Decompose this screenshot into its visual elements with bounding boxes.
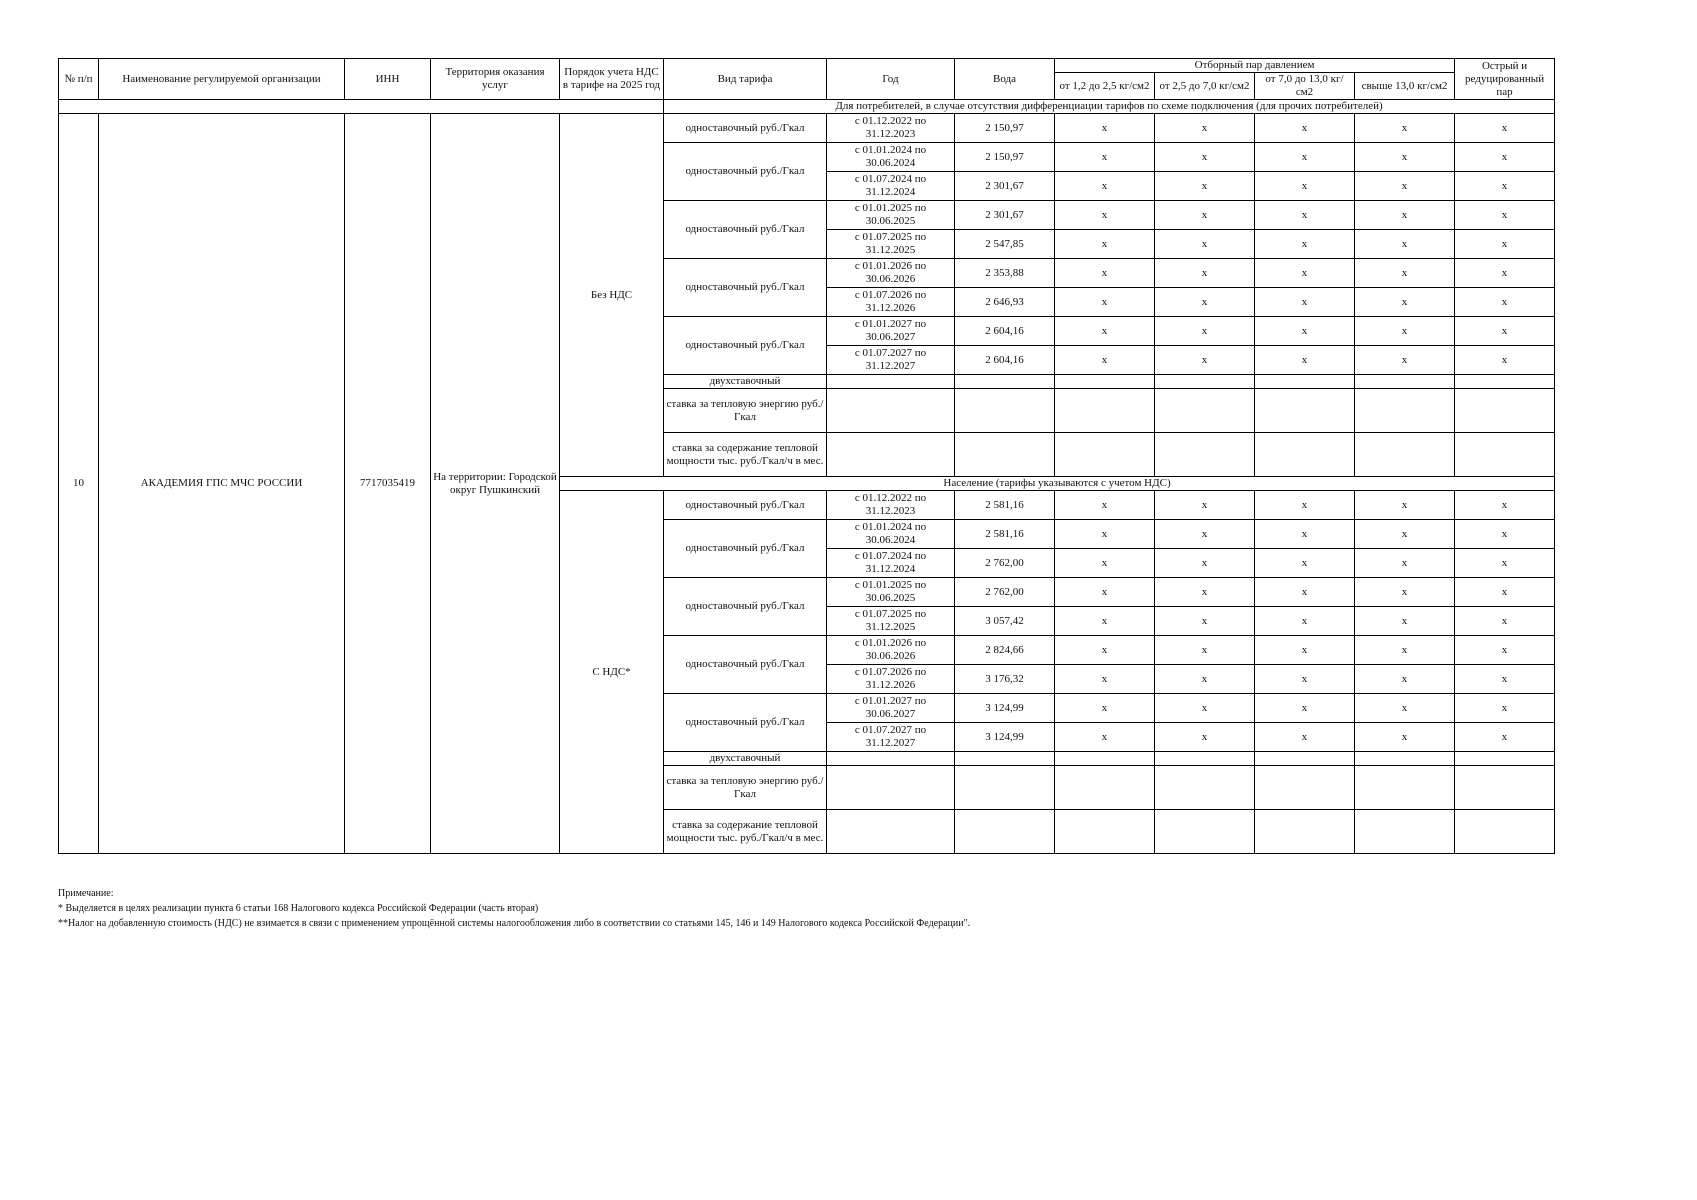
steam-x-cell: x [1155,317,1255,346]
steam-x-cell: x [1155,549,1255,578]
steam-x-cell: x [1255,665,1355,694]
org-inn: 7717035419 [345,114,431,854]
header-pressure-2: от 2,5 до 7,0 кг/см2 [1155,73,1255,100]
empty-cell [955,389,1055,433]
steam-x-cell: x [1255,114,1355,143]
period-cell: с 01.01.2027 по 30.06.2027 [827,694,955,723]
org-territory: На территории: Городской округ Пушкинский [431,114,560,854]
empty-cell [1055,389,1155,433]
tariff-type-single-rate: одноставочный руб./Гкал [664,491,827,520]
empty-cell [1155,752,1255,766]
steam-x-cell: x [1255,549,1355,578]
vat-order-cell: Без НДС [560,114,664,477]
period-cell: с 01.01.2026 по 30.06.2026 [827,259,955,288]
empty-cell [1255,389,1355,433]
steam-x-cell: x [1055,346,1155,375]
tariff-sheet [58,58,1555,854]
steam-x-cell: x [1055,549,1155,578]
steam-x-cell: x [1255,636,1355,665]
empty-cell [1455,375,1555,389]
period-cell: с 01.12.2022 по 31.12.2023 [827,491,955,520]
tariff-type-energy-rate: ставка за тепловую энергию руб./Гкал [664,766,827,810]
steam-x-cell: x [1155,288,1255,317]
water-tariff-cell: 3 124,99 [955,723,1055,752]
water-tariff-cell: 2 824,66 [955,636,1055,665]
steam-x-cell: x [1255,607,1355,636]
water-tariff-cell: 2 301,67 [955,172,1055,201]
steam-x-cell: x [1255,520,1355,549]
steam-x-cell: x [1255,723,1355,752]
steam-x-cell: x [1455,491,1555,520]
header-num: № п/п [59,59,99,100]
water-tariff-cell: 3 124,99 [955,694,1055,723]
header-territory: Территория оказания услуг [431,59,560,100]
steam-x-cell: x [1055,288,1155,317]
empty-cell [1055,433,1155,477]
empty-cell [1255,810,1355,854]
water-tariff-cell: 2 762,00 [955,549,1055,578]
steam-x-cell: x [1055,694,1155,723]
steam-x-cell: x [1055,578,1155,607]
header-row-1 [59,59,1555,73]
tariff-type-single-rate: одноставочный руб./Гкал [664,114,827,143]
steam-x-cell: x [1455,317,1555,346]
steam-x-cell: x [1055,143,1155,172]
period-cell: с 01.01.2024 по 30.06.2024 [827,520,955,549]
tariff-type-single-rate: одноставочный руб./Гкал [664,578,827,636]
steam-x-cell: x [1355,143,1455,172]
notes [58,886,970,931]
header-pressure-4: свыше 13,0 кг/см2 [1355,73,1455,100]
tariff-table-body [59,59,1555,854]
water-tariff-cell: 3 176,32 [955,665,1055,694]
steam-x-cell: x [1055,723,1155,752]
notes-title: Примечание: [58,888,114,899]
section-population: Население (тарифы указываются с учетом НДС) [560,477,1555,491]
steam-x-cell: x [1455,636,1555,665]
header-org: Наименование регулируемой организации [99,59,345,100]
period-cell: с 01.07.2027 по 31.12.2027 [827,346,955,375]
empty-cell [1455,752,1555,766]
steam-x-cell: x [1255,201,1355,230]
water-tariff-cell: 2 762,00 [955,578,1055,607]
empty-cell [1355,810,1455,854]
steam-x-cell: x [1255,259,1355,288]
steam-x-cell: x [1455,230,1555,259]
tariff-type-capacity-rate: ставка за содержание тепловой мощности тыс. руб./Гкал/ч в мес. [664,810,827,854]
header-pressure-3: от 7,0 до 13,0 кг/см2 [1255,73,1355,100]
water-tariff-cell: 2 646,93 [955,288,1055,317]
steam-x-cell: x [1455,114,1555,143]
period-cell: с 01.07.2027 по 31.12.2027 [827,723,955,752]
org-name: АКАДЕМИЯ ГПС МЧС РОССИИ [99,114,345,854]
org-number: 10 [59,114,99,854]
empty-cell [1455,766,1555,810]
steam-x-cell: x [1355,172,1455,201]
steam-x-cell: x [1155,607,1255,636]
empty-cell [955,766,1055,810]
empty-cell [955,375,1055,389]
empty-cell [1155,375,1255,389]
empty-cell [1255,433,1355,477]
steam-x-cell: x [1155,346,1255,375]
empty-cell [1055,752,1155,766]
tariff-type-two-rate: двухставочный [664,375,827,389]
empty-cell [827,375,955,389]
steam-x-cell: x [1255,143,1355,172]
steam-x-cell: x [1355,607,1455,636]
empty-cell [1255,752,1355,766]
period-cell: с 01.01.2025 по 30.06.2025 [827,578,955,607]
water-tariff-cell: 2 301,67 [955,201,1055,230]
steam-x-cell: x [1155,172,1255,201]
water-tariff-cell: 2 581,16 [955,520,1055,549]
header-tariff-type: Вид тарифа [664,59,827,100]
water-tariff-cell: 2 547,85 [955,230,1055,259]
steam-x-cell: x [1155,520,1255,549]
steam-x-cell: x [1455,288,1555,317]
water-tariff-cell: 2 353,88 [955,259,1055,288]
steam-x-cell: x [1455,520,1555,549]
steam-x-cell: x [1155,665,1255,694]
steam-x-cell: x [1055,665,1155,694]
water-tariff-cell: 2 581,16 [955,491,1055,520]
tariff-type-single-rate: одноставочный руб./Гкал [664,143,827,201]
empty-cell [955,752,1055,766]
steam-x-cell: x [1255,346,1355,375]
steam-x-cell: x [1155,143,1255,172]
section-other-row [59,100,1555,114]
steam-x-cell: x [1155,201,1255,230]
empty-cell [1355,433,1455,477]
steam-x-cell: x [1155,694,1255,723]
empty-cell [1355,752,1455,766]
period-cell: с 01.07.2025 по 31.12.2025 [827,607,955,636]
steam-x-cell: x [1355,346,1455,375]
empty-cell [1055,375,1155,389]
steam-x-cell: x [1355,694,1455,723]
steam-x-cell: x [1055,491,1155,520]
steam-x-cell: x [1055,259,1155,288]
header-steam-group: Отборный пар давлением [1055,59,1455,73]
empty-cell [1355,389,1455,433]
steam-x-cell: x [1155,723,1255,752]
period-cell: с 01.01.2024 по 30.06.2024 [827,143,955,172]
empty-cell [827,766,955,810]
empty-cell [1455,389,1555,433]
steam-x-cell: x [1255,317,1355,346]
empty-cell [827,810,955,854]
steam-x-cell: x [1455,346,1555,375]
steam-x-cell: x [1155,636,1255,665]
vat-order-cell: С НДС* [560,491,664,854]
header-year: Год [827,59,955,100]
period-cell: с 01.07.2026 по 31.12.2026 [827,665,955,694]
steam-x-cell: x [1355,578,1455,607]
table-row [59,114,1555,143]
tariff-type-single-rate: одноставочный руб./Гкал [664,636,827,694]
tariff-type-energy-rate: ставка за тепловую энергию руб./Гкал [664,389,827,433]
steam-x-cell: x [1355,230,1455,259]
steam-x-cell: x [1355,259,1455,288]
steam-x-cell: x [1055,114,1155,143]
tariff-type-single-rate: одноставочный руб./Гкал [664,259,827,317]
steam-x-cell: x [1155,491,1255,520]
section-other-consumers: Для потребителей, в случае отсутствия дифференциации тарифов по схеме подключения (для прочих потребителей) [664,100,1555,114]
empty-cell [955,433,1055,477]
steam-x-cell: x [1355,201,1455,230]
steam-x-cell: x [1455,172,1555,201]
steam-x-cell: x [1455,665,1555,694]
steam-x-cell: x [1055,317,1155,346]
tariff-type-two-rate: двухставочный [664,752,827,766]
header-inn: ИНН [345,59,431,100]
period-cell: с 01.12.2022 по 31.12.2023 [827,114,955,143]
empty-cell [1455,433,1555,477]
empty-cell [1055,766,1155,810]
steam-x-cell: x [1455,578,1555,607]
header-water: Вода [955,59,1055,100]
steam-x-cell: x [1155,578,1255,607]
empty-cell [1155,766,1255,810]
water-tariff-cell: 2 150,97 [955,114,1055,143]
steam-x-cell: x [1155,259,1255,288]
water-tariff-cell: 2 150,97 [955,143,1055,172]
steam-x-cell: x [1355,636,1455,665]
period-cell: с 01.07.2024 по 31.12.2024 [827,172,955,201]
empty-cell [1255,766,1355,810]
steam-x-cell: x [1055,201,1155,230]
tariff-type-capacity-rate: ставка за содержание тепловой мощности тыс. руб./Гкал/ч в мес. [664,433,827,477]
empty-cell [955,810,1055,854]
steam-x-cell: x [1455,259,1555,288]
empty-cell [1355,375,1455,389]
steam-x-cell: x [1055,520,1155,549]
steam-x-cell: x [1355,288,1455,317]
tariff-table [58,58,1555,854]
empty-cell [827,433,955,477]
header-sharp-steam: Острый и редуцированный пар [1455,59,1555,100]
empty-cell [1155,433,1255,477]
empty-cell [1255,375,1355,389]
water-tariff-cell: 2 604,16 [955,317,1055,346]
steam-x-cell: x [1455,723,1555,752]
steam-x-cell: x [1355,491,1455,520]
steam-x-cell: x [1055,172,1155,201]
steam-x-cell: x [1355,549,1455,578]
empty-cell [1055,810,1155,854]
steam-x-cell: x [1455,143,1555,172]
period-cell: с 01.07.2025 по 31.12.2025 [827,230,955,259]
steam-x-cell: x [1455,201,1555,230]
empty-cell [827,389,955,433]
steam-x-cell: x [1455,694,1555,723]
empty-cell [1355,766,1455,810]
steam-x-cell: x [1355,114,1455,143]
header-vat-order: Порядок учета НДС в тарифе на 2025 год [560,59,664,100]
steam-x-cell: x [1055,607,1155,636]
steam-x-cell: x [1355,520,1455,549]
steam-x-cell: x [1255,172,1355,201]
tariff-type-single-rate: одноставочный руб./Гкал [664,520,827,578]
steam-x-cell: x [1455,549,1555,578]
steam-x-cell: x [1255,578,1355,607]
empty-cell [827,752,955,766]
steam-x-cell: x [1155,114,1255,143]
period-cell: с 01.07.2026 по 31.12.2026 [827,288,955,317]
note-1: * Выделяется в целях реализации пункта 6 статьи 168 Налогового кодекса Российской Федерации (часть вторая) [58,903,539,914]
steam-x-cell: x [1155,230,1255,259]
empty-cell [1155,810,1255,854]
header-pressure-1: от 1,2 до 2,5 кг/см2 [1055,73,1155,100]
tariff-type-single-rate: одноставочный руб./Гкал [664,317,827,375]
steam-x-cell: x [1255,288,1355,317]
tariff-type-single-rate: одноставочный руб./Гкал [664,201,827,259]
steam-x-cell: x [1455,607,1555,636]
steam-x-cell: x [1255,491,1355,520]
steam-x-cell: x [1355,723,1455,752]
steam-x-cell: x [1355,665,1455,694]
tariff-type-single-rate: одноставочный руб./Гкал [664,694,827,752]
section-blank [59,100,664,114]
steam-x-cell: x [1055,230,1155,259]
empty-cell [1455,810,1555,854]
period-cell: с 01.01.2027 по 30.06.2027 [827,317,955,346]
steam-x-cell: x [1055,636,1155,665]
period-cell: с 01.01.2026 по 30.06.2026 [827,636,955,665]
steam-x-cell: x [1255,230,1355,259]
steam-x-cell: x [1255,694,1355,723]
note-2: **Налог на добавленную стоимость (НДС) не взимается в связи с применением упрощённой системы налогообложения либо в соответствии со статьями 145, 146 и 149 Налогового кодекса Российской Федерации". [58,918,971,929]
water-tariff-cell: 2 604,16 [955,346,1055,375]
water-tariff-cell: 3 057,42 [955,607,1055,636]
period-cell: с 01.07.2024 по 31.12.2024 [827,549,955,578]
period-cell: с 01.01.2025 по 30.06.2025 [827,201,955,230]
empty-cell [1155,389,1255,433]
steam-x-cell: x [1355,317,1455,346]
